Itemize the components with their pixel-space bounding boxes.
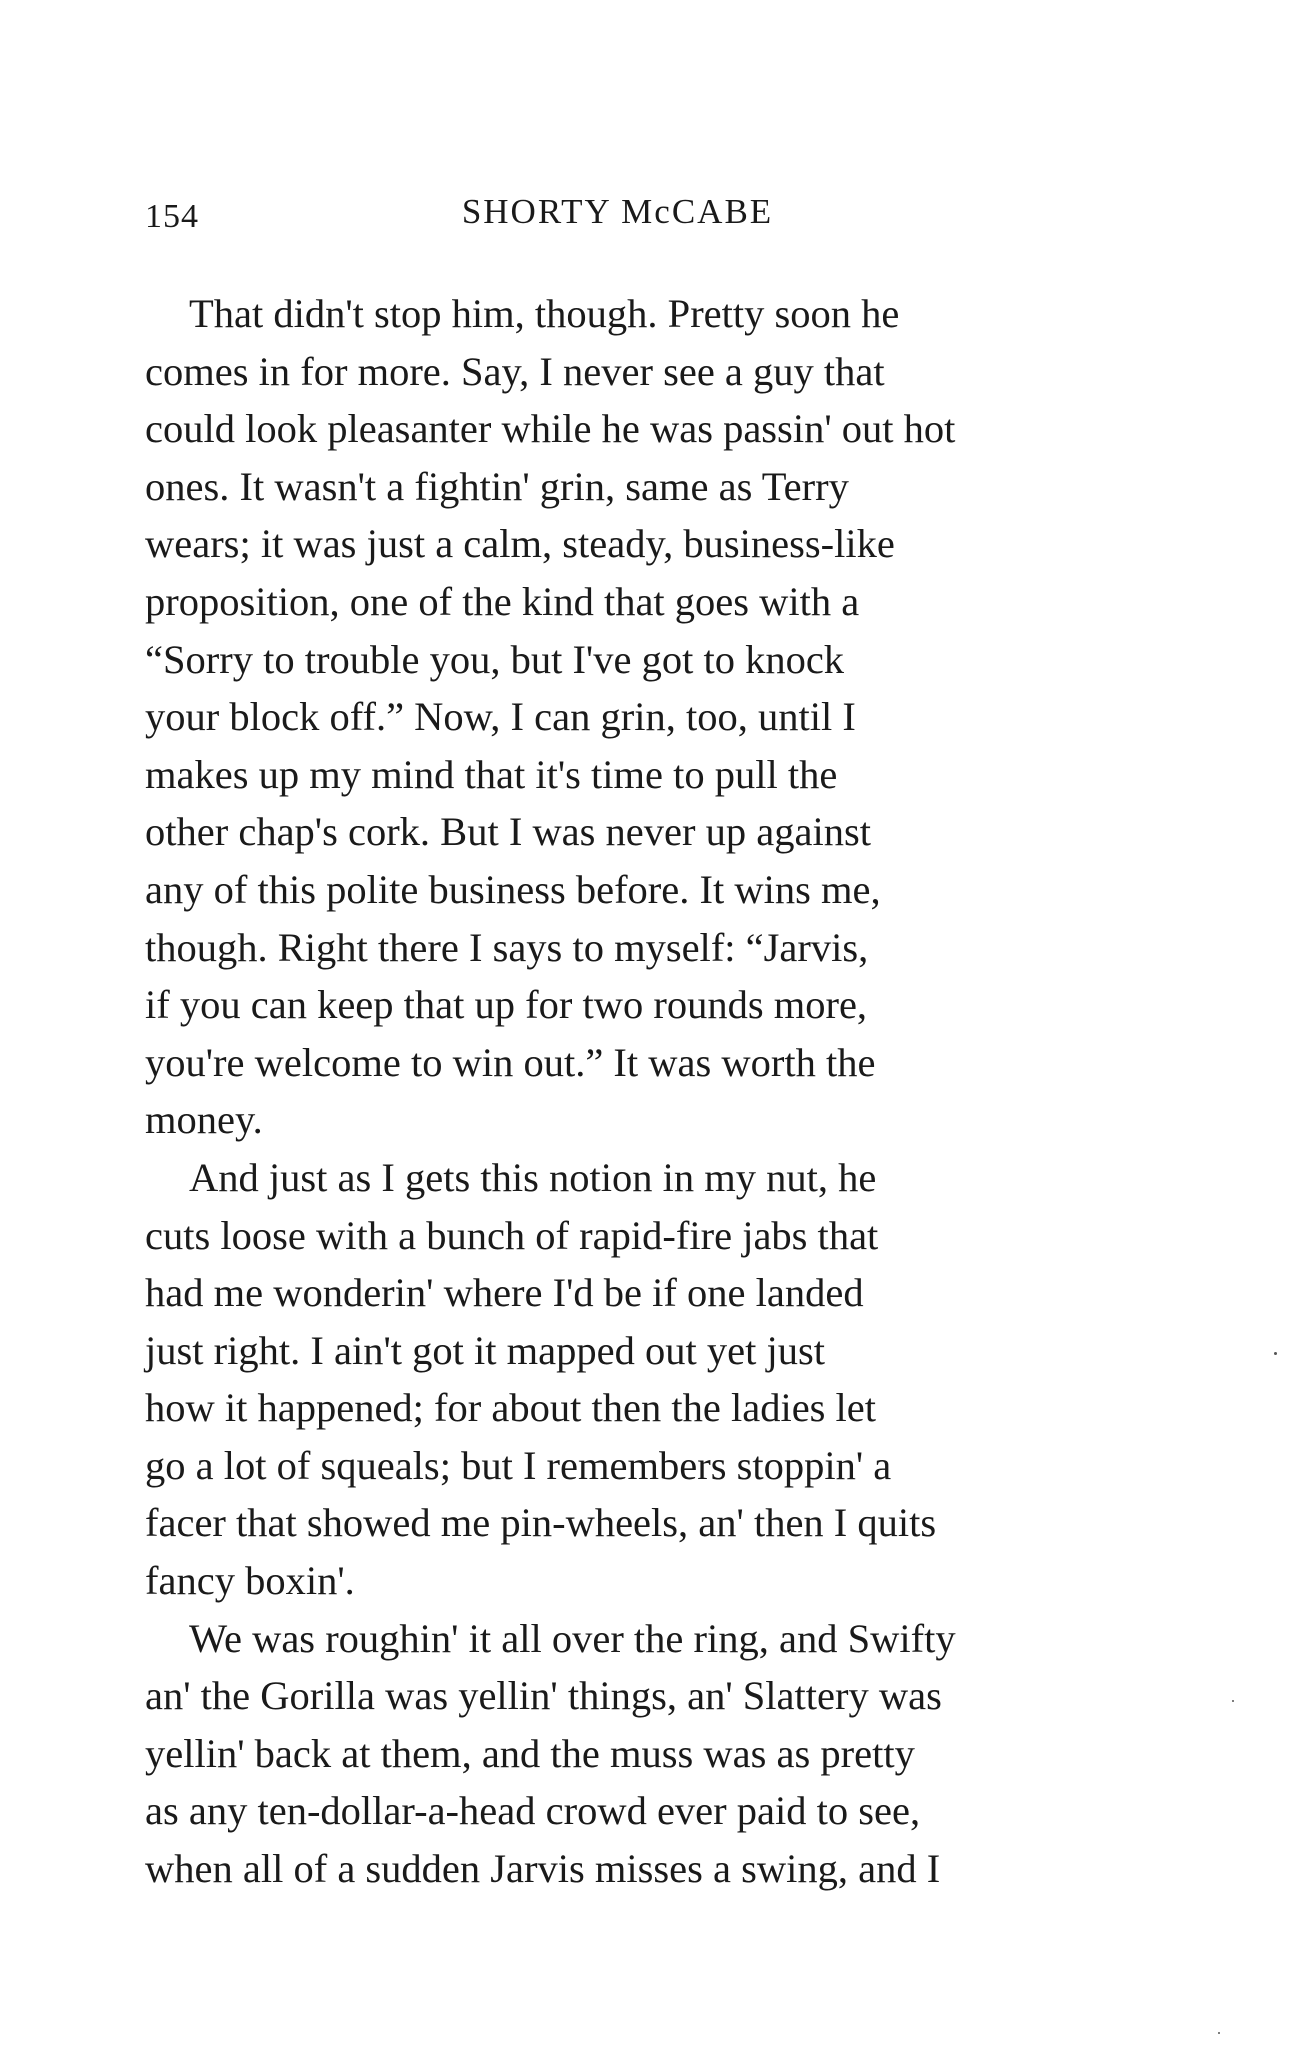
text-line: could look pleasanter while he was passin' out hot [145,406,956,452]
paragraph-3 [145,1610,1090,1898]
body-text [145,285,1090,1898]
text-line: your block off.” Now, I can grin, too, until I [145,694,856,740]
text-line: go a lot of squeals; but I remembers stoppin' a [145,1442,892,1488]
text-line: And just as I gets this notion in my nut, he [189,1154,877,1200]
text-line: had me wonderin' where I'd be if one landed [145,1270,864,1316]
text-line: any of this polite business before. It wins me, [145,866,881,912]
text-line: how it happened; for about then the ladies let [145,1385,877,1431]
paper-speck [1274,1352,1277,1355]
text-line: facer that showed me pin-wheels, an' then I quits [145,1500,937,1546]
text-line: an' the Gorilla was yellin' things, an' Slattery was [145,1673,942,1719]
text-line: wears; it was just a calm, steady, business-like [145,521,895,567]
text-line: comes in for more. Say, I never see a guy that [145,348,885,394]
text-line: if you can keep that up for two rounds more, [145,982,868,1028]
text-line: That didn't stop him, though. Pretty soon he [189,291,900,336]
running-head: SHORTY McCABE [461,192,774,231]
text-line: when all of a sudden Jarvis misses a swing, and I [145,1846,941,1892]
text-line: as any ten-dollar-a-head crowd ever paid to see, [145,1788,921,1834]
text-line: proposition, one of the kind that goes with a [145,578,860,624]
text-line: cuts loose with a bunch of rapid-fire jabs that [145,1212,879,1258]
text-line: you're welcome to win out.” It was worth the [145,1039,876,1085]
text-line: yellin' back at them, and the muss was as pretty [145,1730,915,1776]
text-line: We was roughin' it all over the ring, and Swifty [189,1615,956,1661]
text-line: just right. I ain't got it mapped out yet just [145,1327,825,1373]
paragraph-1 [145,285,1090,1149]
text-line: makes up my mind that it's time to pull the [145,751,838,797]
page-header [145,188,1090,244]
text-line: ones. It wasn't a fightin' grin, same as Terry [145,463,849,509]
paragraph-2 [145,1149,1090,1610]
text-line: other chap's cork. But I was never up against [145,809,871,855]
text-line: fancy boxin'. [145,1558,355,1604]
page-number: 154 [145,198,199,235]
paper-speck [1218,2032,1220,2034]
text-line: money. [145,1097,263,1143]
text-line: “Sorry to trouble you, but I've got to knock [145,636,845,682]
paper-speck [1232,1700,1234,1702]
text-line: though. Right there I says to myself: “Jarvis, [145,924,869,970]
